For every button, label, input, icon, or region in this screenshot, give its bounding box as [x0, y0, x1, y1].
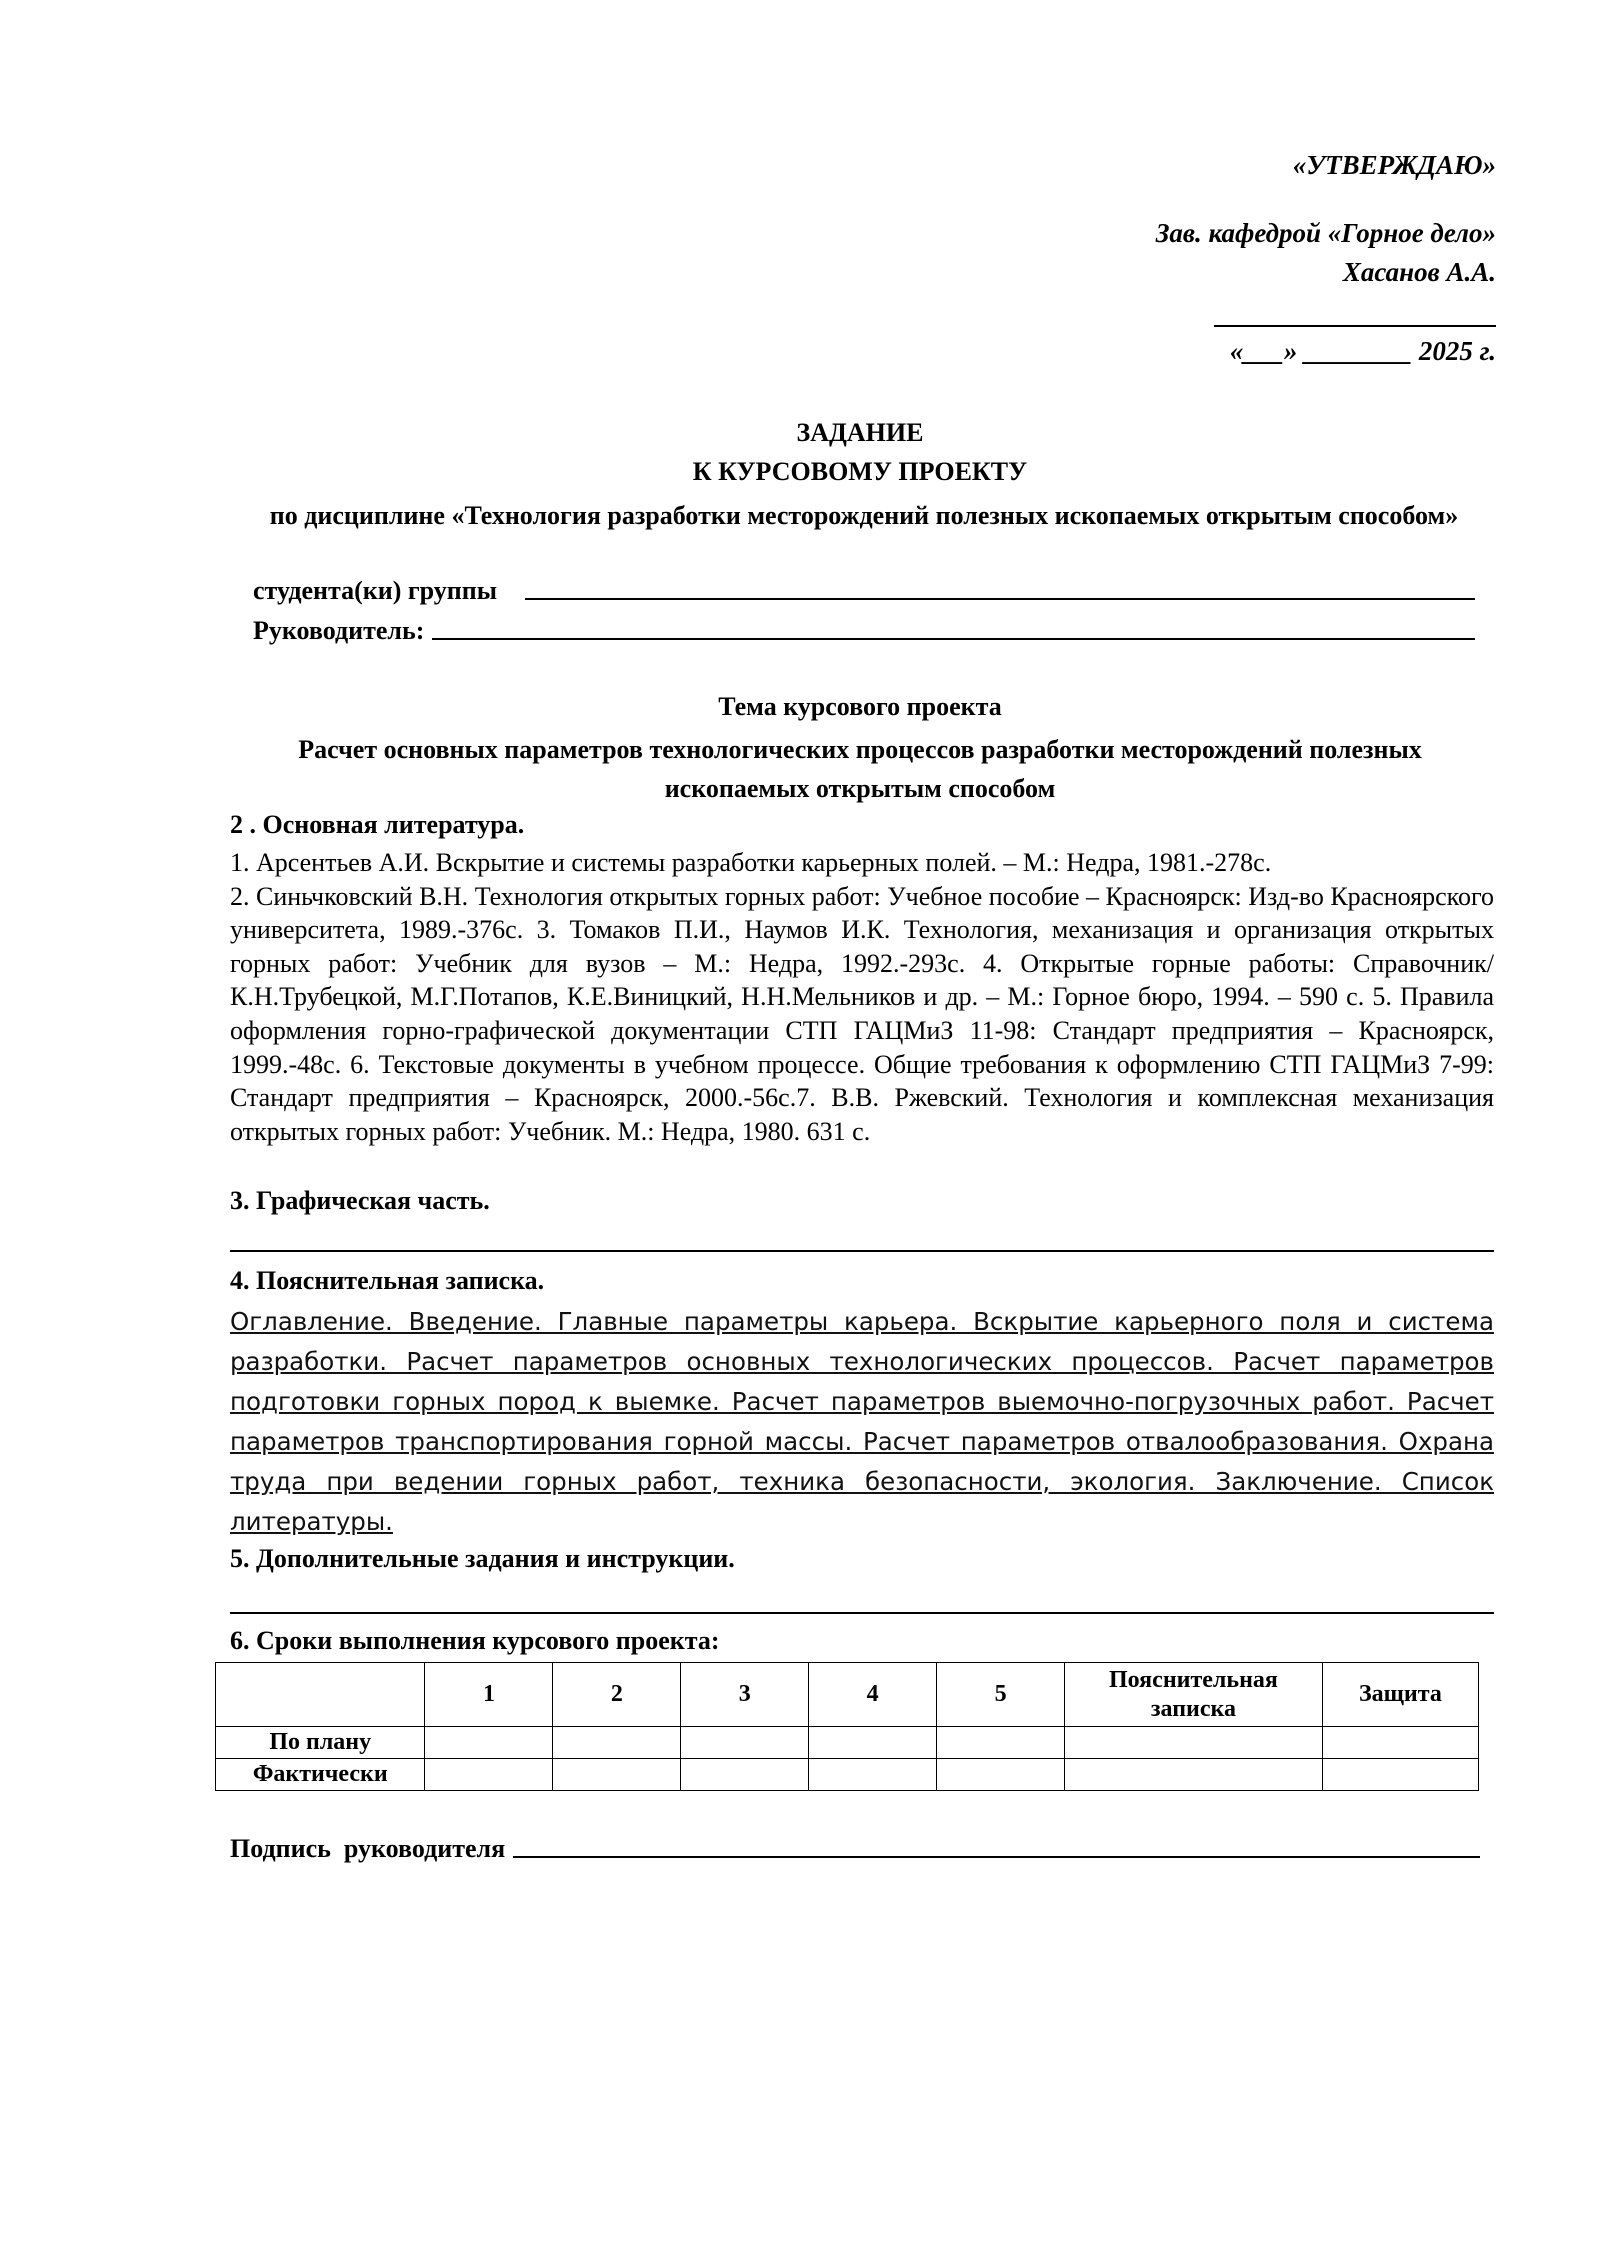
schedule-cell[interactable] [425, 1759, 553, 1791]
schedule-row-plan [216, 1727, 1479, 1759]
schedule-cell[interactable] [1322, 1727, 1478, 1759]
topic-label: Тема курсового проекта [718, 692, 1002, 721]
additional-tasks-line[interactable] [230, 1612, 1494, 1614]
schedule-cell[interactable] [1322, 1759, 1478, 1791]
schedule-cell[interactable] [937, 1759, 1065, 1791]
schedule-corner-cell [216, 1663, 425, 1727]
schedule-row-label: По плану [216, 1727, 425, 1759]
approval-name: Хасанов А.А. [1342, 257, 1496, 287]
schedule-cell[interactable] [681, 1759, 809, 1791]
supervisor-field[interactable] [432, 637, 1475, 640]
supervisor-signature-row [230, 1834, 1480, 1864]
schedule-cell[interactable] [681, 1727, 809, 1759]
literature-item-1: 1. Арсентьев А.И. Вскрытие и системы разработки карьерных полей. – М.: Недра, 1981.-278с. [230, 848, 1272, 877]
supervisor-label: Руководитель: [253, 616, 425, 645]
supervisor-row [253, 616, 1475, 646]
student-group-row [253, 576, 1475, 606]
approval-date: «___» ________ 2025 г. [1229, 336, 1496, 366]
supervisor-signature-field[interactable] [513, 1856, 1480, 1858]
approval-role: Зав. кафедрой «Горное дело» [1155, 218, 1496, 248]
document-subtitle: К КУРСОВОМУ ПРОЕКТУ [692, 457, 1028, 486]
schedule-col-4: 4 [809, 1663, 937, 1727]
schedule-cell[interactable] [809, 1727, 937, 1759]
literature-items-rest: 2. Синьчковский В.Н. Технология открытых горных работ: Учебное пособие – Красноярск: Изд-во Красноярского университета, 1989.-376с. 3. Томаков П.И., Наумов И.К. Технология, механизация и организация открытых горных работ: Учебник для вузов – М.: Недра, 1992.-293с. 4. Открытые горные работы: Справочник/К.Н.Трубецкой, М.Г.Потапов, К.Е.Виницкий, Н.Н.Мельников и др. – М.: Горное бюро, 1994. – 590 с. 5. Правила оформления горно-графической документации СТП ГАЦМиЗ 11-98: Стандарт предприятия – Красноярск, 1999.-48с. 6. Текстовые документы в учебном процессе. Общие требования к оформлению СТП ГАЦМиЗ 7-99: Стандарт предприятия – Красноярск, 2000.-56с.7. В.В. Ржевский. Технология и комплексная механизация открытых горных работ: Учебник. М.: Недра, 1980. 631 с. [230, 881, 1494, 1146]
schedule-cell[interactable] [553, 1727, 681, 1759]
literature-heading: 2 . Основная литература. [230, 810, 525, 839]
explanatory-note-text: Оглавление. Введение. Главные параметры карьера. Вскрытие карьерного поля и система разработки. Расчет параметров основных технологических процессов. Расчет параметров подготовки горных пород к выемке. Расчет параметров выемочно-погрузочных работ. Расчет параметров транспортирования горной массы. Расчет параметров отвалообразования. Охрана труда при ведении горных работ, техника безопасности, экология. Заключение. Список литературы. [230, 1307, 1494, 1536]
schedule-table [215, 1662, 1479, 1791]
graphic-part-line[interactable] [230, 1250, 1494, 1252]
schedule-cell[interactable] [1065, 1727, 1323, 1759]
student-group-label: студента(ки) группы [253, 576, 498, 605]
schedule-col-5: 5 [937, 1663, 1065, 1727]
explanatory-note-heading: 4. Пояснительная записка. [230, 1266, 545, 1295]
schedule-row-label: Фактически [216, 1759, 425, 1791]
schedule-col-note: Пояснительная записка [1065, 1663, 1323, 1727]
graphic-part-heading: 3. Графическая часть. [230, 1186, 490, 1215]
student-group-field[interactable] [525, 597, 1475, 600]
discipline-line: по дисциплине «Технология разработки месторождений полезных ископаемых открытым способом» [269, 501, 1459, 530]
schedule-cell[interactable] [809, 1759, 937, 1791]
approval-signature-line [1214, 325, 1496, 327]
schedule-col-2: 2 [553, 1663, 681, 1727]
topic-text: Расчет основных параметров технологических процессов разработки месторождений полезных ископаемых открытым способом [298, 735, 1422, 803]
schedule-col-1: 1 [425, 1663, 553, 1727]
schedule-header-row [216, 1663, 1479, 1727]
literature-list [230, 846, 1494, 1148]
approval-title: «УТВЕРЖДАЮ» [1292, 150, 1496, 180]
schedule-heading: 6. Сроки выполнения курсового проекта: [230, 1626, 720, 1655]
schedule-cell[interactable] [553, 1759, 681, 1791]
additional-tasks-heading: 5. Дополнительные задания и инструкции. [230, 1544, 735, 1573]
schedule-cell[interactable] [425, 1727, 553, 1759]
supervisor-signature-label: Подпись руководителя [230, 1834, 506, 1863]
schedule-cell[interactable] [1065, 1759, 1323, 1791]
schedule-row-actual [216, 1759, 1479, 1791]
schedule-cell[interactable] [937, 1727, 1065, 1759]
schedule-col-defense: Защита [1322, 1663, 1478, 1727]
document-title: ЗАДАНИЕ [796, 418, 924, 447]
schedule-col-3: 3 [681, 1663, 809, 1727]
